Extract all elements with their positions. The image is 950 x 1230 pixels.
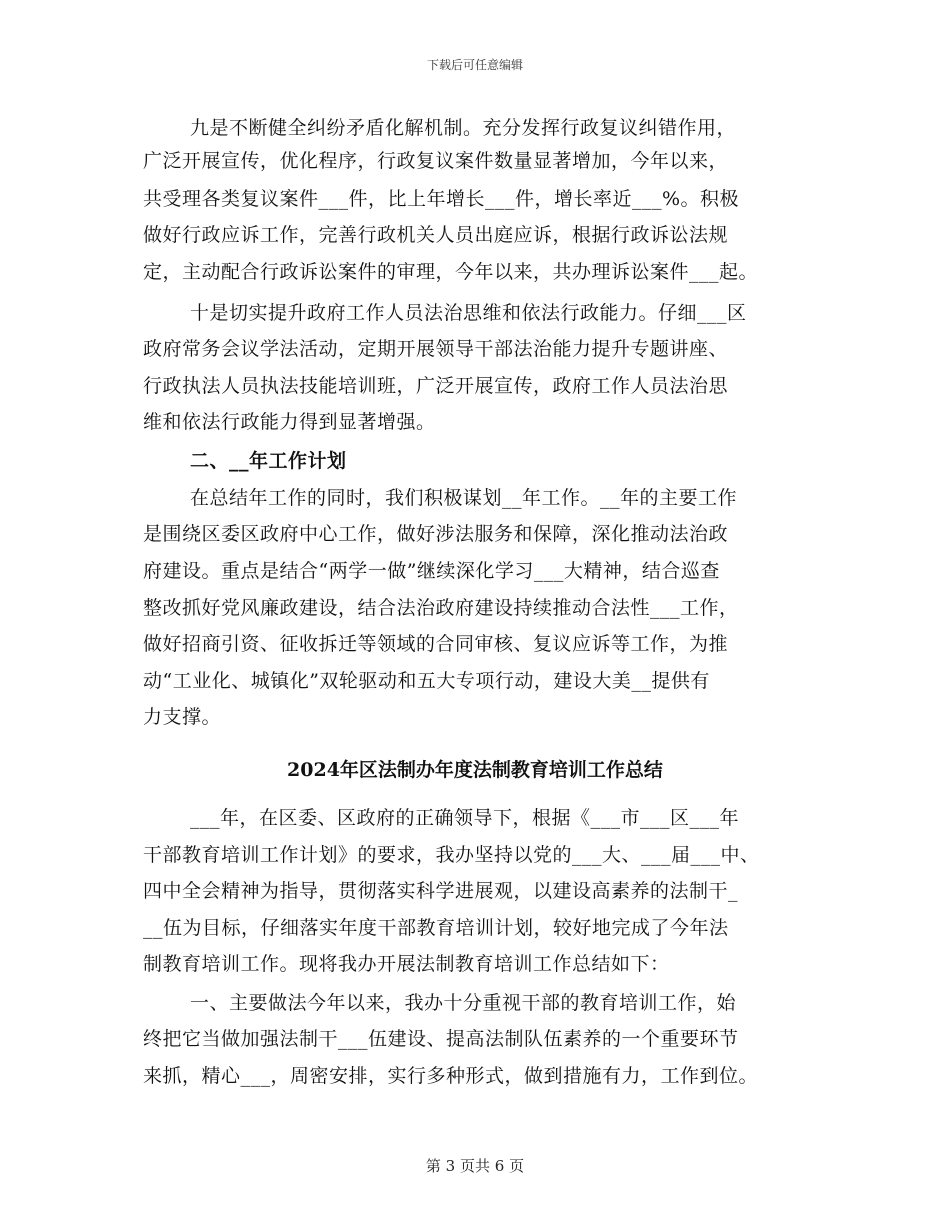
- paragraph-line: 制教育培训工作。现将我办开展法制教育培训工作总结如下：: [143, 953, 670, 975]
- paragraph-line: 在总结年工作的同时，我们积极谋划__年工作。__年的主要工作: [190, 487, 738, 509]
- paragraph-line: __伍为目标，仔细落实年度干部教育培训计划，较好地完成了今年法: [143, 917, 729, 939]
- paragraph-line: 十是切实提升政府工作人员法治思维和依法行政能力。仔细___区: [190, 302, 747, 324]
- paragraph-line: 政府常务会议学法活动，定期开展领导干部法治能力提升专题讲座、: [143, 338, 729, 360]
- paragraph-line: 力支撑。: [143, 706, 222, 728]
- document-section-title: 2024年区法制办年度法制教育培训工作总结: [287, 759, 663, 781]
- paragraph-line: ___年，在区委、区政府的正确领导下，根据《___市___区___年: [190, 807, 740, 829]
- paragraph-line: 做好行政应诉工作，完善行政机关人员出庭应诉，根据行政诉讼法规: [143, 224, 729, 246]
- page-number-footer: 第 3 页共 6 页: [425, 1157, 525, 1175]
- paragraph-line: 整改抓好党风廉政建设，结合法治政府建设持续推动合法性___工作，: [143, 597, 739, 619]
- paragraph-line: 府建设。重点是结合“两学一做”继续深化学习___大精神，结合巡查: [143, 560, 720, 582]
- page-header-note: 下载后可任意编辑: [426, 58, 523, 72]
- paragraph-line: 四中全会精神为指导，贯彻落实科学进展观，以建设高素养的法制干_: [143, 880, 739, 902]
- paragraph-line: 一、主要做法今年以来，我办十分重视干部的教育培训工作，始: [190, 992, 737, 1014]
- paragraph-line: 是围绕区委区政府中心工作，做好涉法服务和保障，深化推动法治政: [143, 523, 729, 545]
- paragraph-line: 终把它当做加强法制干___伍建设、提高法制队伍素养的一个重要环节: [143, 1028, 739, 1050]
- paragraph-line: 动“工业化、城镇化”双轮驱动和五大专项行动，建设大美__提供有: [143, 670, 710, 692]
- paragraph-line: 九是不断健全纠纷矛盾化解机制。充分发挥行政复议纠错作用，: [190, 117, 737, 139]
- paragraph-line: 干部教育培训工作计划》的要求，我办坚持以党的___大、___届___中、: [143, 844, 760, 866]
- paragraph-line: 行政执法人员执法技能培训班，广泛开展宣传，政府工作人员法治思: [143, 375, 729, 397]
- paragraph-line: 共受理各类复议案件___件，比上年增长___件，增长率近___%。积极: [143, 188, 740, 210]
- paragraph-line: 来抓，精心___，周密安排，实行多种形式，做到措施有力，工作到位。: [143, 1065, 759, 1087]
- paragraph-line: 维和依法行政能力得到显著增强。: [143, 411, 436, 433]
- paragraph-line: 做好招商引资、征收拆迁等领域的合同审核、复议应诉等工作，为推: [143, 633, 729, 655]
- paragraph-line: 广泛开展宣传，优化程序，行政复议案件数量显著增加，今年以来，: [143, 150, 729, 172]
- section-heading: 二、__年工作计划: [190, 450, 347, 472]
- paragraph-line: 定，主动配合行政诉讼案件的审理，今年以来，共办理诉讼案件___起。: [143, 261, 759, 283]
